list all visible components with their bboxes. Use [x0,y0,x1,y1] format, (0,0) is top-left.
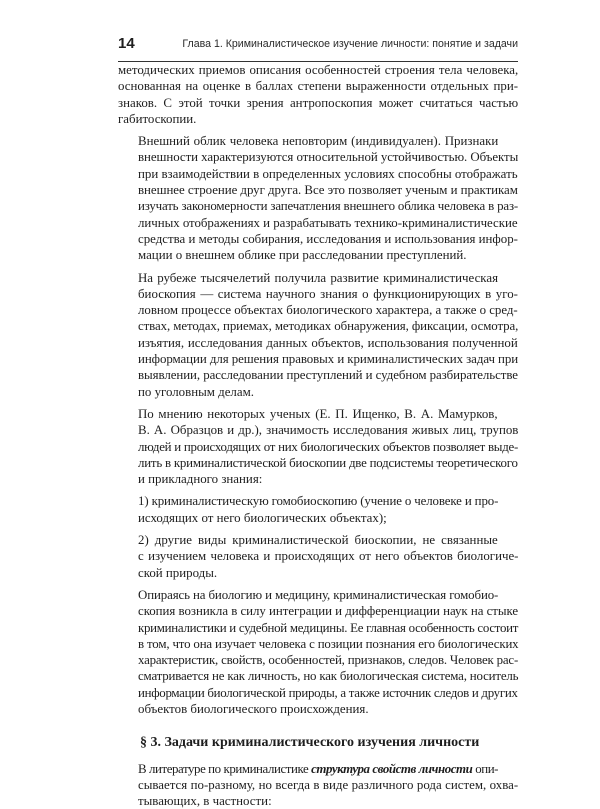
text-line: личных отображениях и разрабатывать технико-криминалистические [138,215,518,230]
text-line: криминалистики и судебной медицины. Ее главная особенность состоит [138,620,519,635]
running-head: Глава 1. Криминалистическое изучение личности: понятие и задачи [182,38,518,50]
text-line: изъятия, исследования данных объектов, использования полученной [138,335,518,350]
list-item-2 [118,532,518,581]
text-line: сывается по-разному, но всегда в виде различного рода систем, охва- [138,777,519,792]
page-header [118,35,518,56]
section-heading: § 3. Задачи криминалистического изучения личности [140,735,480,751]
list-item-1 [118,493,518,526]
paragraph-5 [118,587,518,717]
text-line: Опираясь на биологию и медицину, криминалистическая гомобио- [138,587,499,602]
paragraph-3 [118,270,518,400]
text-line: ствах, методах, приемах, методиках обнаружения, фиксации, осмотра, [138,319,519,334]
text-line: информации для решения правовых и криминалистических задач при [138,352,519,367]
text-line: выявлении, расследовании преступлений и судебном разбирательстве [138,368,518,383]
paragraph-6 [118,761,518,809]
text-run: В литературе по криминалистике [138,761,312,776]
paragraph-2 [118,133,518,263]
text-line: исходящих от него биологических объектах); [138,510,387,525]
text-line: внешности характеризуются относительной устойчивостью. Объекты [138,150,519,165]
text-line: при взаимодействии в определенных условиях способны отображать [138,166,518,181]
text-line: Внешний облик человека неповторим (индивидуален). Признаки [138,134,499,149]
text-line: информации биологической природы, а также источник следов и других [138,685,518,700]
paragraph-4 [118,406,518,487]
text-line: людей и происходящих от них биологических объектов позволяет выде- [138,439,518,454]
paragraph-1 [118,62,518,127]
text-line: лить в криминалистической биоскопии две подсистемы теоретического [138,455,518,470]
text-line: ской природы. [138,565,218,580]
body-text [118,62,518,809]
text-line: биоскопия — система научного знания о функционирующих в уго- [138,286,518,301]
text-line: и прикладного знания: [138,472,263,487]
text-line: по уголовным делам. [138,384,254,399]
text-line: мации о внешнем облике при расследовании преступлений. [138,248,467,263]
text-line: На рубеже тысячелетий получила развитие криминалистическая [138,270,499,285]
text-line: скопия возникла в силу интеграции и дифференциации наук на стыке [138,604,519,619]
text-line: основанная на оценке в баллах степени выраженности отдельных при- [118,79,519,94]
text-line: объектов биологического происхождения. [138,701,369,716]
text-line: внешнее строение друг друга. Все это позволяет ученым и практикам [138,183,518,198]
text-line: средства и методы собирания, исследования и использования инфор- [138,231,518,246]
text-run: опи- [472,761,499,776]
text-line: характеристик, свойств, особенностей, признаков, следов. Человек рас- [138,653,519,668]
text-line: тывающих, в частности: [138,794,272,809]
text-line: По мнению некоторых ученых (Е. П. Ищенко, В. А. Мамурков, [138,406,498,421]
text-line: в том, что она изучает человека с позиции познания его биологических [138,636,519,651]
text-line: ловном процессе объектах биологического характера, а также о сред- [138,303,518,318]
text-line: 2) другие виды криминалистической биоскопии, не связанные [138,533,498,548]
text-line: с изучением человека и происходящих от него объектов биологиче- [138,549,519,564]
text-line: В. А. Образцов и др.), значимость исследования живых лиц, трупов [138,423,519,438]
text-line: знаков. С этой точки зрения антропоскопия может считаться частью [118,95,519,110]
text-line: методических приемов описания особенностей строения тела человека, [118,63,519,77]
emphasized-term: структура свойств личности [311,761,473,776]
text-line: габитоскопии. [118,111,197,126]
text-line: изучать закономерности запечатления внешнего облика человека в раз- [138,199,519,214]
text-line: сматривается не как личность, но как биологическая система, носитель [138,669,519,684]
text-line [118,761,518,777]
text-line: 1) криминалистическую гомобиоскопию (учение о человеке и про- [138,494,499,509]
page-number: 14 [118,35,135,52]
